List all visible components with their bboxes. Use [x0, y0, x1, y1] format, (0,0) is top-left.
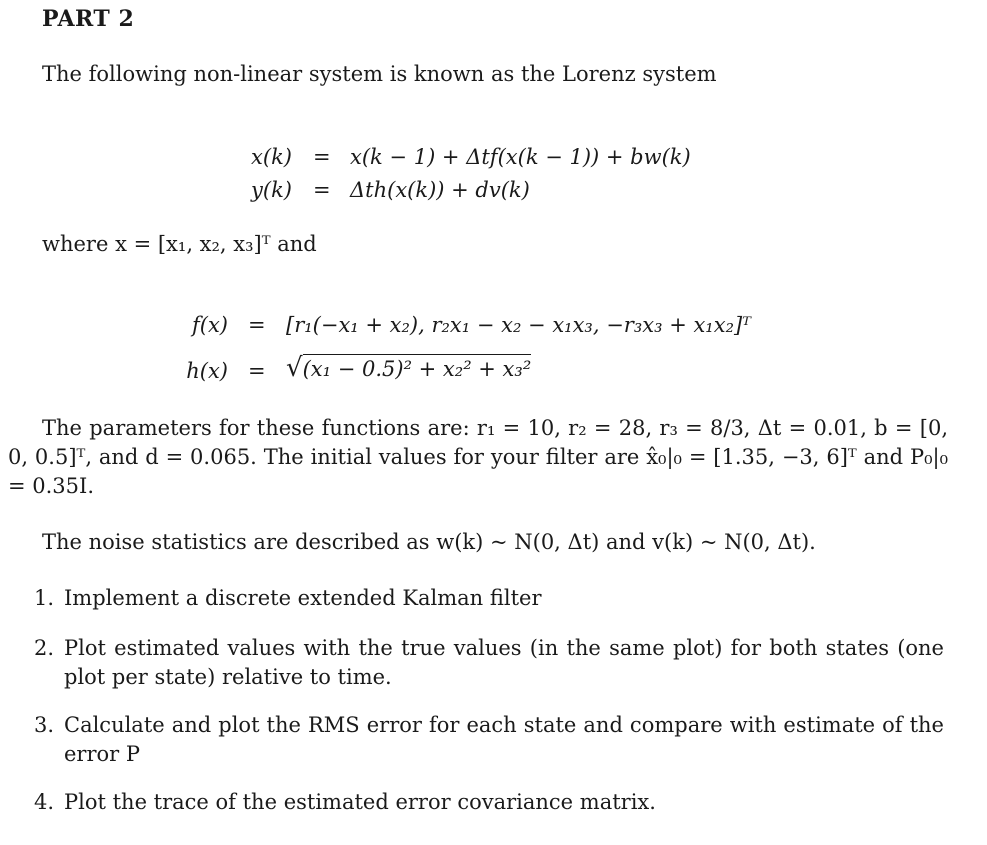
parameters-paragraph: The parameters for these functions are: r₁ = 10, r₂ = 28, r₃ = 8/3, Δt = 0.01, b = [0, 0, 0.5]ᵀ, and d = 0.065. The initial values for your filter are x̂₀|₀ = [1.35, −3, 6]ᵀ and P₀|₀ = 0.35I.: [8, 416, 948, 498]
sqrt-radicand: (x₁ − 0.5)² + x₂² + x₃²: [303, 354, 532, 381]
list-item-number: 2.: [34, 636, 55, 660]
h-definition-equals: =: [248, 359, 266, 383]
x-equation-rhs: x(k − 1) + Δtf(x(k − 1)) + bw(k): [350, 145, 691, 169]
list-item-text: Implement a discrete extended Kalman filter: [64, 586, 542, 610]
h-definition-lhs: h(x): [186, 359, 228, 383]
f-definition-lhs: f(x): [191, 313, 228, 337]
y-equation-equals: =: [313, 178, 331, 202]
system-equations: [0, 145, 987, 205]
list-item-number: 3.: [34, 713, 55, 737]
x-equation-lhs: x(k): [251, 145, 292, 169]
sqrt-symbol: √: [286, 353, 303, 383]
noise-statistics: The noise statistics are described as w(k) ~ N(0, Δt) and v(k) ~ N(0, Δt).: [42, 530, 816, 554]
section-heading: PART 2: [42, 6, 135, 32]
list-item-number: 4.: [34, 790, 55, 814]
list-item-text: Calculate and plot the RMS error for each state and compare with estimate of the error P: [64, 713, 944, 766]
intro-text: The following non-linear system is known as the Lorenz system: [42, 62, 717, 86]
task-list: [34, 584, 954, 824]
list-item-text: Plot the trace of the estimated error covariance matrix.: [64, 790, 656, 814]
f-definition-rhs: [r₁(−x₁ + x₂), r₂x₁ − x₂ − x₁x₃, −r₃x₃ + x₁x₂]ᵀ: [286, 313, 751, 337]
x-equation-equals: =: [313, 145, 331, 169]
where-text: where x = [x₁, x₂, x₃]ᵀ and: [42, 232, 317, 256]
y-equation-lhs: y(k): [251, 178, 292, 202]
list-item-number: 1.: [34, 586, 55, 610]
function-definitions: [0, 313, 987, 393]
f-definition-equals: =: [248, 313, 266, 337]
list-item-text: Plot estimated values with the true values (in the same plot) for both states (one plot per state) relative to time.: [64, 636, 944, 689]
h-definition-rhs: [286, 353, 531, 383]
y-equation-rhs: Δth(x(k)) + dv(k): [350, 178, 530, 202]
